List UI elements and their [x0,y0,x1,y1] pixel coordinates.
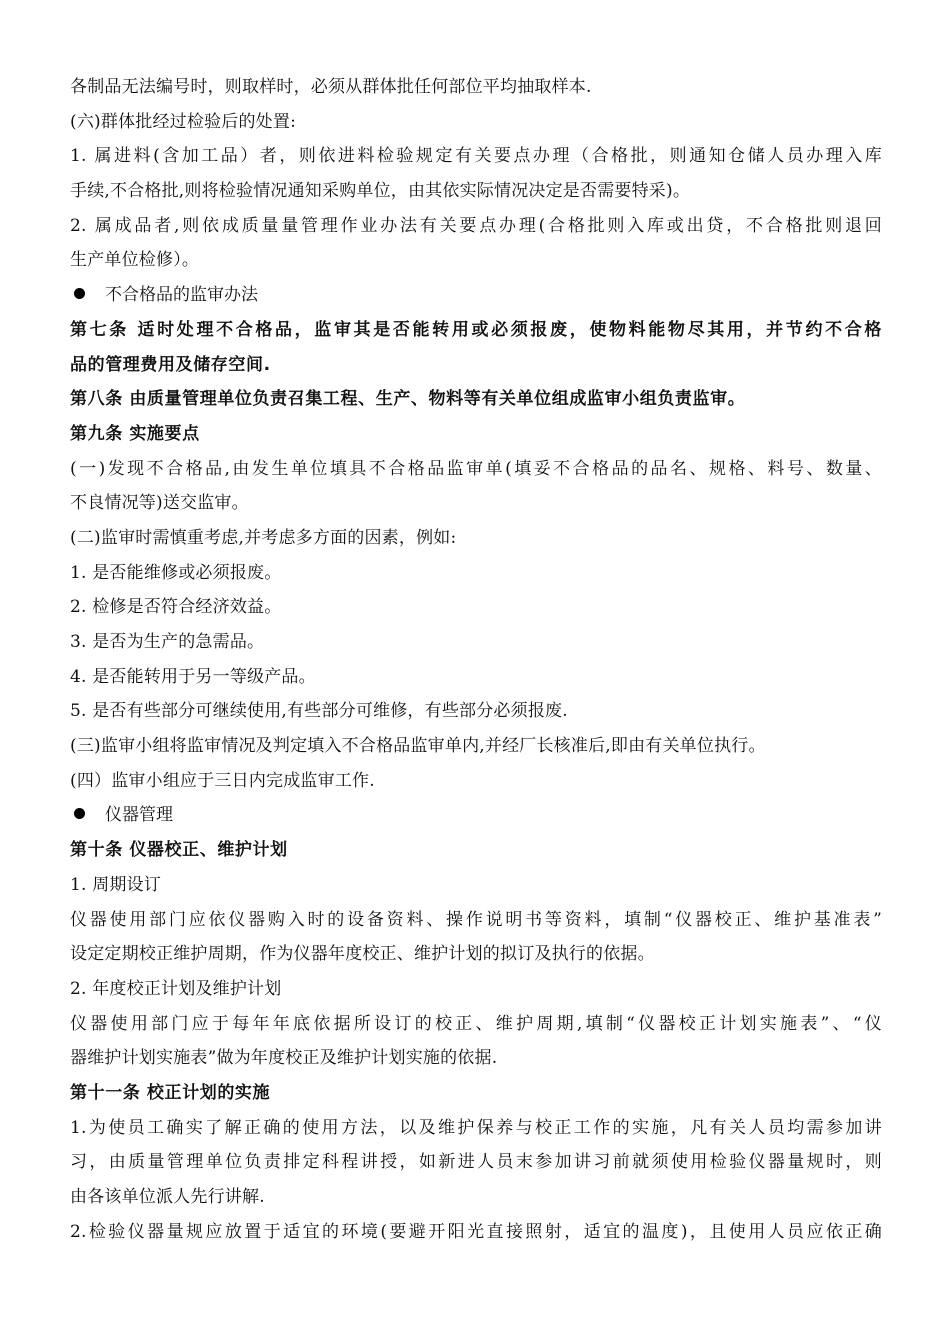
bullet-icon [74,288,85,299]
text-line: (一)发现不合格品,由发生单位填具不合格品监审单(填妥不合格品的品名、规格、料号、数量、 [70,458,882,479]
article-text: 第八条 由质量管理单位负责召集工程、生产、物料等有关单位组成监审小组负责监审。 [70,389,746,410]
list-item: 3. 是否为生产的急需品。 [70,632,265,652]
text-line: 仪器使用部门应于每年年底依据所设订的校正、维护周期,填制“仪器校正计划实施表”、“仪 [70,1013,882,1034]
article-heading: 第九条 实施要点 [70,423,200,444]
list-item: 2. 年度校正计划及维护计划 [70,978,282,999]
text-line: 生产单位检修）。 [70,250,200,271]
text-line: 器维护计划实施表”做为年度校正及维护计划实施的依据. [70,1048,498,1069]
text-line: 不良情况等)送交监审。 [70,493,249,514]
text-line: (三)监审小组将监审情况及判定填入不合格品监审单内,并经厂长核准后,即由有关单位执行。 [70,736,766,757]
text-line: 2.检验仪器量规应放置于适宜的环境(要避开阳光直接照射，适宜的温度)，且使用人员应依正确 [70,1221,882,1242]
text-line: (四）监审小组应于三日内完成监审工作. [70,770,375,791]
text-line: (六)群体批经过检验后的处置: [70,111,296,132]
section-heading-instruments [70,798,882,833]
list-item: 5. 是否有些部分可继续使用,有些部分可维修，有些部分必须报废. [70,701,568,722]
list-item: 1. 是否能维修或必须报废。 [70,562,282,583]
list-item: 1. 周期设订 [70,874,162,895]
text-line: 仪器使用部门应依仪器购入时的设备资料、操作说明书等资料，填制“仪器校正、维护基准表” [70,909,882,930]
text-line: 习，由质量管理单位负责排定科程讲授，如新进人员末参加讲习前就须使用检验仪器量规时，则 [70,1152,882,1173]
article-heading: 第十一条 校正计划的实施 [70,1082,271,1103]
article-text: 第七条 适时处理不合格品，监审其是否能转用或必须报废，使物料能物尽其用，并节约不合格 [70,319,882,340]
text-line: 由各该单位派人先行讲解. [70,1187,265,1207]
section-heading-nonconforming [70,278,882,313]
bullet-icon [74,808,85,819]
list-item: 4. 是否能转用于另一等级产品。 [70,666,316,687]
section-heading-label: 仪器管理 [105,805,173,826]
text-line: 2. 属成品者,则依成质量量管理作业办法有关要点办理(合格批则入库或出贷，不合格批则退回 [70,215,882,236]
section-heading-label: 不合格品的监审办法 [105,285,258,306]
article-text: 品的管理费用及储存空间. [70,354,271,375]
text-line: 1. 属进料(含加工品）者，则依进料检验规定有关要点办理（合格批，则通知仓储人员办理入库 [70,146,882,167]
article-heading: 第十条 仪器校正、维护计划 [70,840,288,861]
text-line: 1.为使员工确实了解正确的使用方法，以及维护保养与校正工作的实施，凡有关人员均需参加讲 [70,1117,882,1138]
text-line: 手续,不合格批,则将检验情况通知采购单位，由其依实际情况决定是否需要特采)。 [70,181,691,202]
text-line: (二)监审时需慎重考虑,并考虑多方面的因素，例如: [70,527,457,548]
document-page [70,70,882,1249]
list-item: 2. 检修是否符合经济效益。 [70,597,282,618]
text-line: 各制品无法编号时，则取样时，必须从群体批任何部位平均抽取样本. [70,77,592,97]
text-line: 设定定期校正维护周期，作为仪器年度校正、维护计划的拟订及执行的依据。 [70,944,655,965]
